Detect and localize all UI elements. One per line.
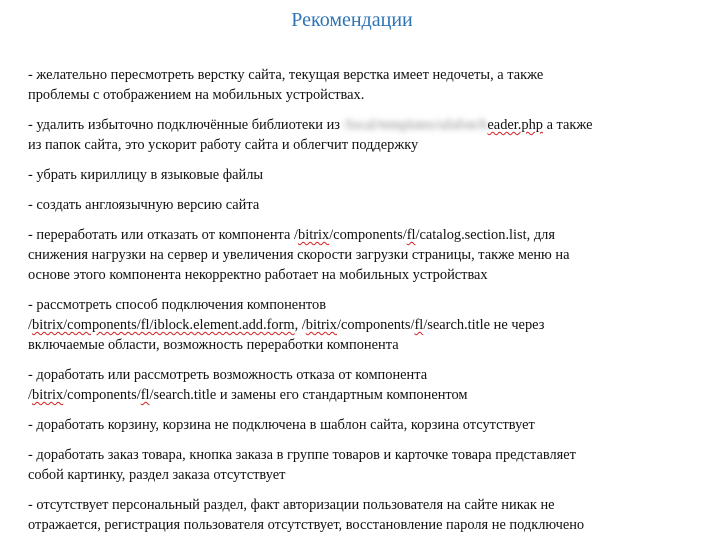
recommendations-list — [28, 65, 688, 545]
text-line — [28, 165, 688, 185]
spellcheck-flagged-word: bitrix — [298, 227, 330, 243]
text-run: - доработать корзину, корзина не подключена в шаблон сайта, корзина отсутствует — [28, 417, 535, 433]
text-run: - желательно пересмотреть верстку сайта, текущая верстка имеет недочеты, а также — [28, 67, 544, 83]
recommendation-item — [28, 365, 688, 405]
spellcheck-flagged-word: eader.php — [487, 117, 543, 133]
text-run: / — [28, 317, 32, 333]
text-line — [28, 415, 688, 435]
text-line — [28, 195, 688, 215]
text-run: - переработать или отказать от компонента / — [28, 227, 298, 243]
recommendation-item — [28, 65, 688, 105]
recommendation-item — [28, 415, 688, 435]
recommendation-item — [28, 445, 688, 485]
recommendation-item — [28, 115, 688, 155]
spellcheck-flagged-word: bitrix — [305, 317, 337, 333]
recommendation-item — [28, 295, 688, 355]
text-run: /search.title не через — [423, 317, 545, 333]
spellcheck-flagged-word: bitrix/components/fl/iblock.element.add.form — [32, 317, 295, 333]
spellcheck-flagged-word: fl — [406, 227, 416, 243]
text-line — [28, 115, 688, 135]
text-run: /components/ — [329, 227, 407, 243]
recommendation-item — [28, 225, 688, 285]
spellcheck-flagged-word: fl — [140, 387, 150, 403]
text-run: - отсутствует персональный раздел, факт авторизации пользователя на сайте никак не — [28, 497, 555, 513]
text-line — [28, 315, 688, 335]
text-run: а также — [542, 117, 593, 133]
text-line — [28, 465, 688, 485]
text-run: проблемы с отображением на мобильных устройствах. — [28, 87, 365, 103]
recommendation-item — [28, 495, 688, 535]
text-run: /components/ — [336, 317, 415, 333]
text-line — [28, 265, 688, 285]
text-line — [28, 515, 688, 535]
text-run: - создать англоязычную версию сайта — [28, 197, 260, 213]
text-run: - удалить избыточно подключённые библиотеки из — [28, 117, 344, 133]
text-line — [28, 65, 688, 85]
spellcheck-flagged-word: fl — [414, 317, 424, 333]
text-run: из папок сайта, это ускорит работу сайта и облегчит поддержку — [28, 137, 419, 153]
text-line — [28, 225, 688, 245]
text-line — [28, 245, 688, 265]
spellcheck-flagged-word: bitrix — [32, 387, 64, 403]
redacted-path: /local/templates/ufafon/h — [343, 117, 488, 133]
text-run: включаемые области, возможность переработки компонента — [28, 337, 399, 353]
text-run: собой картинку, раздел заказа отсутствует — [28, 467, 286, 483]
text-line — [28, 365, 688, 385]
document-title: Рекомендации — [291, 9, 413, 31]
text-run: , / — [294, 317, 306, 333]
text-line — [28, 335, 688, 355]
text-line — [28, 85, 688, 105]
text-run: основе этого компонента некорректно работает на мобильных устройствах — [28, 267, 488, 283]
text-run: отражается, регистрация пользователя отсутствует, восстановление пароля не подключено — [28, 517, 585, 533]
recommendation-item — [28, 165, 688, 185]
text-run: /catalog.section.list, для — [415, 227, 555, 243]
text-run: - доработать или рассмотреть возможность отказа от компонента — [28, 367, 428, 383]
text-line — [28, 445, 688, 465]
text-line — [28, 135, 688, 155]
text-line — [28, 385, 688, 405]
text-run: / — [28, 387, 32, 403]
text-run: - убрать кириллицу в языковые файлы — [28, 167, 264, 183]
text-run: - доработать заказ товара, кнопка заказа в группе товаров и карточке товара представляет — [28, 447, 576, 463]
text-line — [28, 495, 688, 515]
text-run: снижения нагрузки на сервер и увеличения скорости загрузки страницы, также меню на — [28, 247, 570, 263]
text-line — [28, 295, 688, 315]
text-run: /search.title и замены его стандартным компонентом — [149, 387, 468, 403]
text-run: - рассмотреть способ подключения компонентов — [28, 297, 326, 313]
text-run: /components/ — [63, 387, 141, 403]
recommendation-item — [28, 195, 688, 215]
